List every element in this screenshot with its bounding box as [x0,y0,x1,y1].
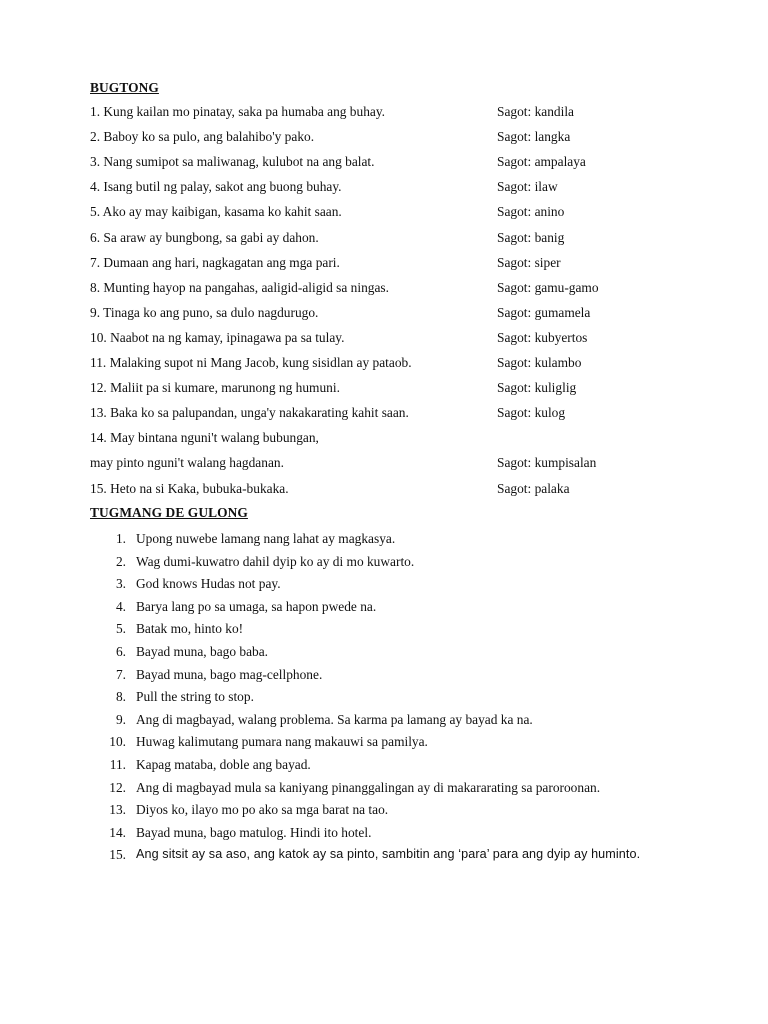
tugmang-item [0,621,768,644]
bugtong-item [90,230,710,248]
riddle-answer: Sagot: anino [497,204,565,220]
tugmang-heading: TUGMANG DE GULONG [90,505,248,520]
item-text: Ang di magbayad mula sa kaniyang pinanggalingan ay di makararating sa paroroonan. [136,779,601,795]
bugtong-item [90,330,710,348]
item-text: Bayad muna, bago mag-cellphone. [136,666,323,682]
item-number: 13. [109,802,126,818]
riddle-answer: Sagot: siper [497,254,561,270]
item-number: 10. [109,734,126,750]
riddle-text: 6. Sa araw ay bungbong, sa gabi ay dahon. [90,229,319,245]
item-text: God knows Hudas not pay. [136,576,281,592]
riddle-answer: Sagot: kubyertos [497,329,588,345]
riddle-answer: Sagot: ampalaya [497,154,586,170]
bugtong-item [90,430,710,448]
item-text: Ang di magbayad, walang problema. Sa karma pa lamang ay bayad ka na. [136,711,533,727]
bugtong-item [90,305,710,323]
bugtong-item [90,481,710,499]
tugmang-item [0,780,768,803]
tugmang-item [0,599,768,622]
item-text: Barya lang po sa umaga, sa hapon pwede na. [136,598,377,614]
riddle-text: 10. Naabot na ng kamay, ipinagawa pa sa tulay. [90,329,345,345]
riddle-answer: Sagot: kulambo [497,355,582,370]
bugtong-heading: BUGTONG [90,80,159,95]
tugmang-item [0,802,768,825]
tugmang-item [0,667,768,690]
riddle-text: 7. Dumaan ang hari, nagkagatan ang mga pari. [90,254,340,270]
tugmang-item [0,734,768,757]
item-text: Bayad muna, bago baba. [136,643,269,659]
riddle-text: 12. Maliit pa si kumare, marunong ng humuni. [90,380,340,396]
riddle-text: 1. Kung kailan mo pinatay, saka pa humaba ang buhay. [90,104,386,119]
bugtong-item [90,280,710,298]
tugmang-item [0,554,768,577]
riddle-text: 15. Heto na si Kaka, bubuka-bukaka. [90,480,289,496]
riddle-text: 13. Baka ko sa palupandan, unga'y nakakarating kahit saan. [90,405,409,421]
item-text: Pull the string to stop. [136,689,254,705]
riddle-text: 3. Nang sumipot sa maliwanag, kulubot na ang balat. [90,154,375,170]
item-number: 9. [115,711,126,727]
tugmang-list [0,531,768,870]
item-number: 2. [115,553,126,569]
riddle-answer: Sagot: gumamela [497,304,591,320]
item-text: Kapag mataba, doble ang bayad. [136,756,311,772]
item-number: 4. [115,598,126,614]
tugmang-item [0,757,768,780]
tugmang-item [0,644,768,667]
item-number: 14. [109,824,126,840]
item-number: 15. [109,847,126,863]
item-number: 6. [115,643,126,659]
riddle-text: 2. Baboy ko sa pulo, ang balahibo'y pako. [90,129,315,145]
riddle-text: 4. Isang butil ng palay, sakot ang buong buhay. [90,179,342,195]
riddle-text: 5. Ako ay may kaibigan, kasama ko kahit saan. [90,204,342,220]
riddle-answer: Sagot: gamu-gamo [497,279,599,295]
item-number: 8. [115,689,126,705]
bugtong-item [90,204,710,222]
riddle-answer: Sagot: banig [497,229,565,245]
bugtong-item [90,455,710,473]
item-text: Ang sitsit ay sa aso, ang katok ay sa pinto, sambitin ang ‘para’ para ang dyip ay huminto. [136,847,641,862]
riddle-answer: Sagot: langka [497,129,571,145]
riddle-answer: Sagot: palaka [497,480,570,496]
riddle-text: 9. Tinaga ko ang puno, sa dulo nagdurugo. [90,304,319,320]
item-text: Wag dumi-kuwatro dahil dyip ko ay di mo kuwarto. [136,553,415,569]
item-text: Huwag kalimutang pumara nang makauwi sa pamilya. [136,734,428,750]
bugtong-item [90,179,710,197]
tugmang-item [0,531,768,554]
riddle-text: may pinto nguni't walang hagdanan. [90,455,284,471]
tugmang-item [0,712,768,735]
bugtong-item [90,405,710,423]
bugtong-item [90,129,710,147]
item-number: 5. [115,621,126,637]
bugtong-item [90,355,710,373]
tugmang-item [0,689,768,712]
item-text: Diyos ko, ilayo mo po ako sa mga barat na tao. [136,802,389,818]
tugmang-item [0,847,768,870]
tugmang-item [0,576,768,599]
riddle-answer: Sagot: ilaw [497,179,558,195]
bugtong-item [90,380,710,398]
item-number: 3. [115,576,126,592]
riddle-answer: Sagot: kandila [497,104,574,119]
bugtong-item [90,104,710,122]
item-text: Bayad muna, bago matulog. Hindi ito hotel. [136,824,372,840]
item-number: 11. [109,756,126,772]
riddle-text: 11. Malaking supot ni Mang Jacob, kung sisidlan ay pataob. [90,355,412,370]
riddle-answer: Sagot: kuliglig [497,380,577,396]
riddle-text: 8. Munting hayop na pangahas, aaligid-aligid sa ningas. [90,279,389,295]
riddle-answer: Sagot: kulog [497,405,566,421]
item-text: Batak mo, hinto ko! [136,621,244,637]
item-number: 7. [115,666,126,682]
bugtong-item [90,154,710,172]
item-number: 12. [109,779,126,795]
item-text: Upong nuwebe lamang nang lahat ay magkasya. [136,531,396,546]
tugmang-item [0,825,768,848]
riddle-answer: Sagot: kumpisalan [497,455,597,471]
item-number: 1. [115,531,126,546]
bugtong-item [90,255,710,273]
riddle-text: 14. May bintana nguni't walang bubungan, [90,430,319,446]
